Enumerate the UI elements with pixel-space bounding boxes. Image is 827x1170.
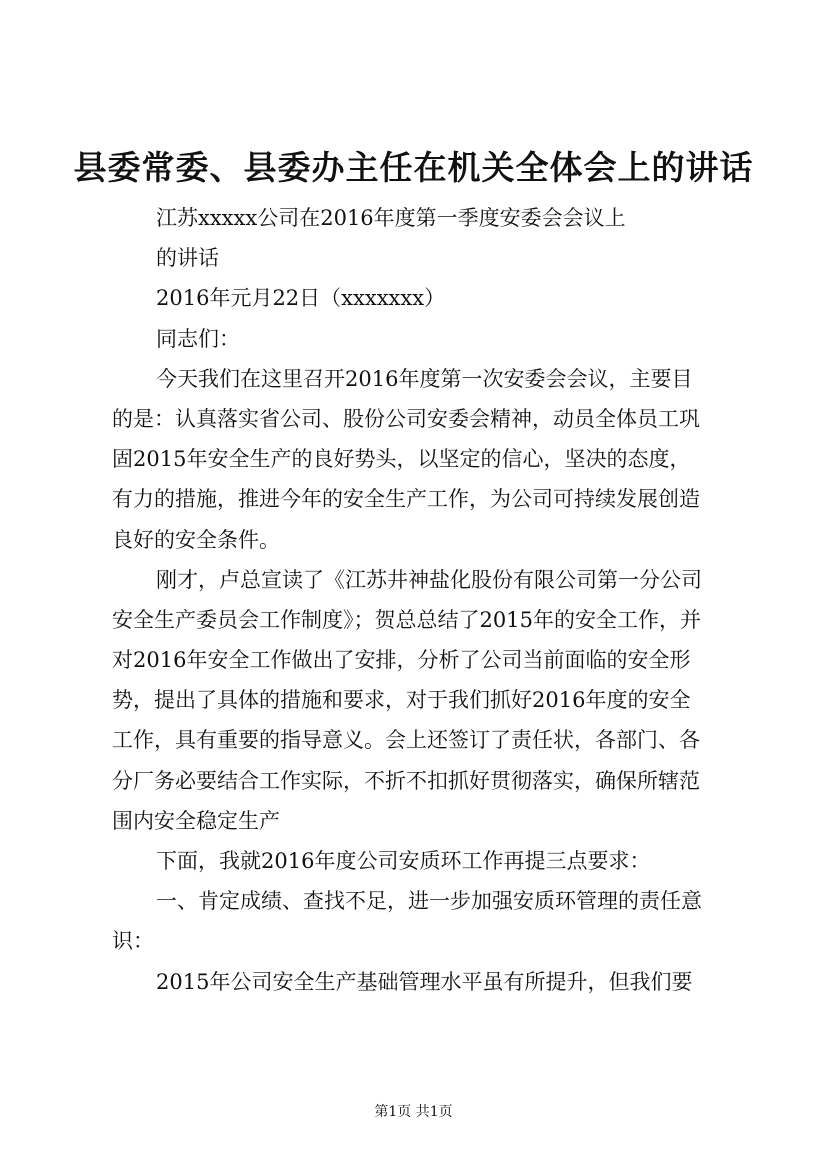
body-line: 同志们： — [156, 326, 240, 351]
body-line: 下面，我就2016年度公司安质环工作再提三点要求： — [156, 849, 651, 873]
body-line: 固2015年安全生产的良好势头，以坚定的信心，坚决的态度， — [112, 447, 691, 472]
body-line: 分厂务必要结合工作实际，不折不扣抓好贯彻落实，确保所辖范 — [112, 768, 700, 793]
body-line: 安全生产委员会工作制度》；贺总总结了2015年的安全工作，并 — [112, 607, 701, 632]
body-line: 围内安全稳定生产 — [112, 808, 280, 833]
document-body — [112, 198, 724, 1002]
body-line: 今天我们在这里召开2016年度第一次安委会会议，主要目 — [156, 366, 693, 391]
body-line: 刚才，卢总宣读了《江苏井神盐化股份有限公司第一分公司 — [156, 567, 702, 592]
body-line: 势，提出了具体的措施和要求，对于我们抓好2016年度的安全 — [112, 688, 691, 713]
body-line: 有力的措施，推进今年的安全生产工作，为公司可持续发展创造 — [112, 487, 700, 512]
body-line: 对2016年安全工作做出了安排，分析了公司当前面临的安全形 — [112, 648, 691, 673]
body-line: 2016年元月22日（xxxxxxx） — [156, 286, 446, 311]
body-line: 良好的安全条件。 — [112, 527, 280, 552]
body-line: 识： — [112, 929, 154, 954]
body-line: 一、肯定成绩、查找不足，进一步加强安质环管理的责任意 — [156, 889, 702, 914]
body-line: 2015年公司安全生产基础管理水平虽有所提升，但我们要 — [156, 969, 693, 994]
body-line: 的是：认真落实省公司、股份公司安委会精神，动员全体员工巩 — [112, 406, 700, 431]
body-line: 江苏xxxxx公司在2016年度第一季度安委会会议上 — [156, 206, 626, 230]
body-line: 的讲话 — [156, 246, 219, 271]
document-title: 县委常委、县委办主任在机关全体会上的讲话 — [73, 148, 754, 187]
page-footer: 第1页 共1页 — [374, 1104, 453, 1120]
body-line: 工作，具有重要的指导意义。会上还签订了责任状，各部门、各 — [112, 728, 700, 753]
